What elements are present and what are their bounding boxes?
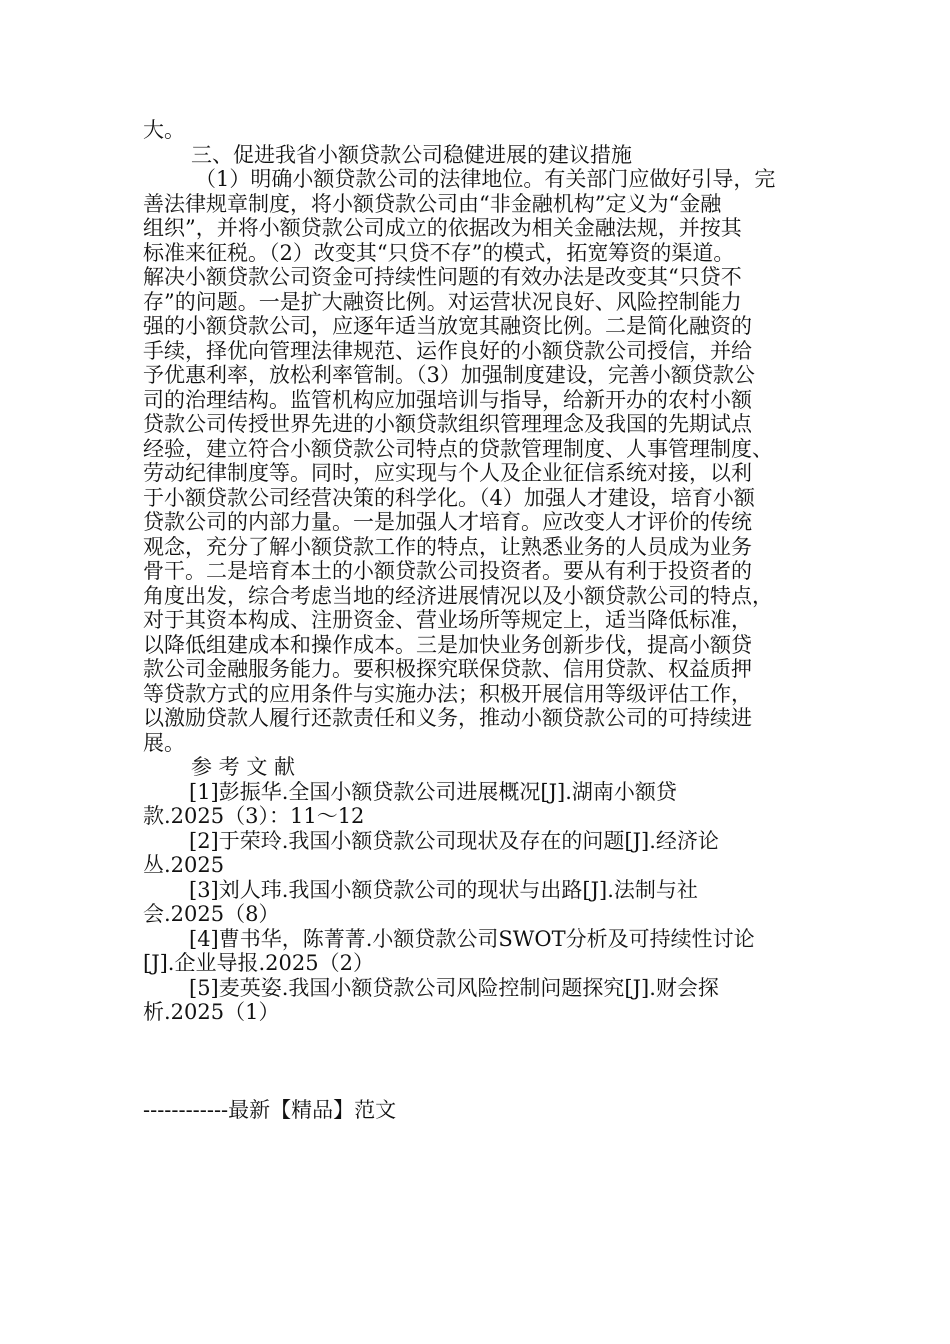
reference-line: [J].企业导报.2025（2） — [143, 951, 374, 975]
reference-line: 析.2025（1） — [143, 1000, 280, 1024]
body-text-line: 骨干。二是培育本土的小额贷款公司投资者。要从有利于投资者的 — [143, 559, 752, 583]
document-body — [143, 118, 813, 1025]
body-text-line: 强的小额贷款公司，应逐年适当放宽其融资比例。二是简化融资的 — [143, 314, 752, 338]
reference-line: 款.2025（3）：11～12 — [143, 804, 365, 828]
body-text-line: 展。 — [143, 730, 185, 755]
body-text-line: 组织”，并将小额贷款公司成立的依据改为相关金融法规，并按其 — [143, 216, 742, 240]
body-text-line: 款公司金融服务能力。要积极探究联保贷款、信用贷款、权益质押 — [143, 657, 752, 681]
body-text-line: 对于其资本构成、注册资金、营业场所等规定上，适当降低标准， — [143, 608, 752, 632]
section-heading: 三、促进我省小额贷款公司稳健进展的建议措施 — [191, 142, 632, 167]
body-text-line: 贷款公司传授世界先进的小额贷款组织管理理念及我国的先期试点 — [143, 412, 752, 436]
footer-tagline: ------------最新【精品】范文 — [143, 1098, 397, 1122]
body-text-line: 存”的问题。一是扩大融资比例。对运营状况良好、风险控制能力 — [143, 289, 742, 314]
reference-line: [1]彭振华.全国小额贷款公司进展概况[J].湖南小额贷 — [189, 779, 677, 804]
body-text-line: 大。 — [143, 118, 185, 142]
body-text-line: 手续，择优向管理法律规范、运作良好的小额贷款公司授信，并给 — [143, 338, 752, 363]
body-text-line: （1）明确小额贷款公司的法律地位。有关部门应做好引导，完 — [195, 167, 776, 191]
body-text-line: 观念，充分了解小额贷款工作的特点，让熟悉业务的人员成为业务 — [143, 534, 752, 559]
reference-line: [3]刘人玮.我国小额贷款公司的现状与出路[J].法制与社 — [189, 877, 698, 902]
body-text-line: 贷款公司的内部力量。一是加强人才培育。应改变人才评价的传统 — [143, 510, 752, 534]
reference-line: [4]曹书华，陈菁菁.小额贷款公司SWOT分析及可持续性讨论 — [189, 926, 755, 951]
body-text-line: 经验，建立符合小额贷款公司特点的贷款管理制度、人事管理制度、 — [143, 436, 773, 461]
body-text-line: 以降低组建成本和操作成本。三是加快业务创新步伐，提高小额贷 — [143, 632, 752, 657]
body-text-line: 等贷款方式的应用条件与实施办法；积极开展信用等级评估工作， — [143, 681, 752, 706]
reference-line: 丛.2025 — [143, 853, 225, 877]
body-text-line: 司的治理结构。监管机构应加强培训与指导，给新开办的农村小额 — [143, 387, 752, 412]
reference-line: [2]于荣玲.我国小额贷款公司现状及存在的问题[J].经济论 — [189, 828, 719, 853]
body-text-line: 善法律规章制度，将小额贷款公司由“非金融机构”定义为“金融 — [143, 191, 722, 216]
body-text-line: 以激励贷款人履行还款责任和义务，推动小额贷款公司的可持续进 — [143, 706, 752, 730]
reference-line: [5]麦英姿.我国小额贷款公司风险控制问题探究[J].财会探 — [189, 975, 719, 1000]
body-text-line: 予优惠利率，放松利率管制。（3）加强制度建设，完善小额贷款公 — [143, 363, 755, 387]
body-text-line: 角度出发，综合考虑当地的经济进展情况以及小额贷款公司的特点， — [143, 583, 773, 608]
body-text-line: 于小额贷款公司经营决策的科学化。（4）加强人才建设，培育小额 — [143, 485, 755, 510]
references-heading: 参 考 文 献 — [191, 755, 296, 779]
reference-line: 会.2025（8） — [143, 902, 280, 926]
body-text-line: 解决小额贷款公司资金可持续性问题的有效办法是改变其“只贷不 — [143, 265, 742, 289]
body-text-line: 劳动纪律制度等。同时，应实现与个人及企业征信系统对接，以利 — [143, 461, 752, 485]
body-text-line: 标准来征税。（2）改变其“只贷不存”的模式，拓宽筹资的渠道。 — [143, 240, 735, 265]
